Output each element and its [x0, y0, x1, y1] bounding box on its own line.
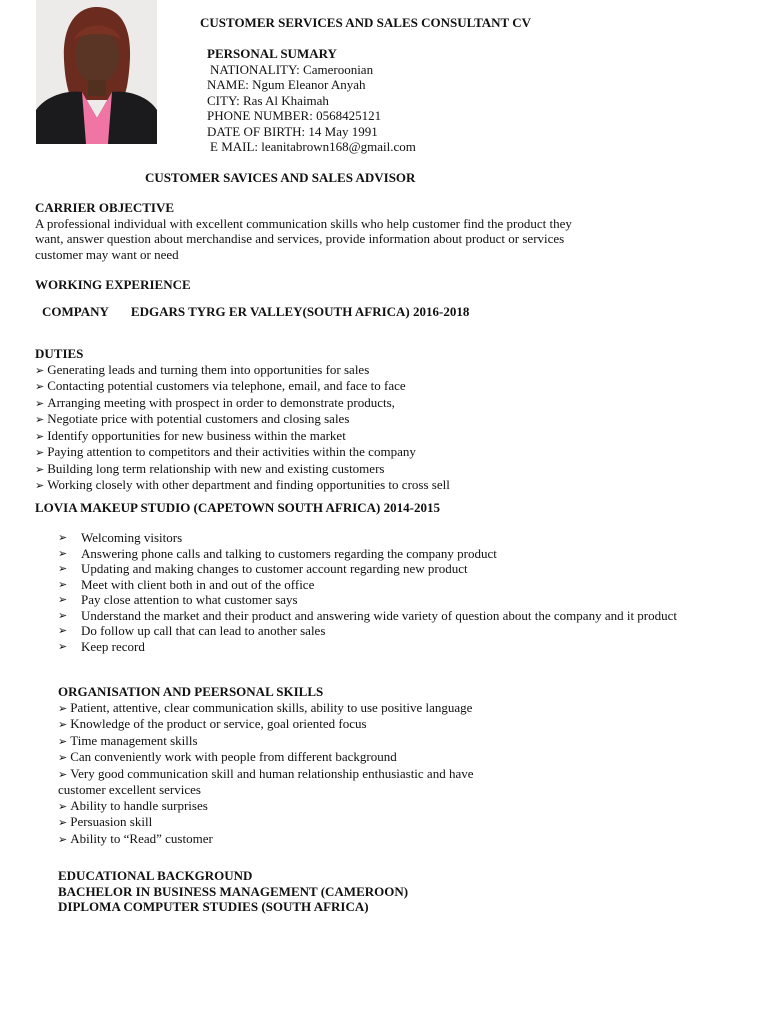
- list-item: ➢ Do follow up call that can lead to another sales: [58, 623, 326, 638]
- skills-section: [58, 684, 538, 847]
- arrow-bullet-icon: ➢: [58, 701, 68, 715]
- arrow-bullet-icon: ➢: [58, 832, 68, 846]
- list-item: ➢ Arranging meeting with prospect in order to demonstrate products,: [35, 394, 395, 410]
- arrow-bullet-icon: ➢: [58, 751, 68, 764]
- list-item: ➢ Pay close attention to what customer says: [58, 592, 298, 607]
- arrow-bullet-icon: ➢: [35, 413, 45, 426]
- education-heading: EDUCATIONAL BACKGROUND: [58, 868, 253, 883]
- education-section: [58, 868, 408, 915]
- list-item: ➢ Identify opportunities for new business within the market: [35, 427, 346, 443]
- date-of-birth: DATE OF BIRTH: 14 May 1991: [207, 123, 378, 139]
- arrow-bullet-icon: ➢: [58, 577, 68, 591]
- profile-photo: [36, 0, 157, 144]
- objective-text: A professional individual with excellent communication skills who help customer find the product they want, answer question about merchandise and services, provide information about product or services customer may want or need: [35, 215, 572, 262]
- company-line: [42, 304, 469, 320]
- arrow-bullet-icon: ➢: [35, 462, 45, 476]
- list-item: ➢ Very good communication skill and human relationship enthusiastic and have: [58, 765, 474, 781]
- arrow-bullet-icon: ➢: [58, 546, 68, 560]
- arrow-bullet-icon: ➢: [58, 624, 68, 637]
- list-item: ➢ Persuasion skill: [58, 814, 153, 829]
- arrow-bullet-icon: ➢: [35, 446, 45, 459]
- list-item: ➢ Meet with client both in and out of the office: [58, 576, 315, 592]
- objective-section: [35, 200, 595, 262]
- list-item: ➢ Keep record: [58, 638, 145, 654]
- arrow-bullet-icon: ➢: [58, 799, 68, 813]
- arrow-bullet-icon: ➢: [35, 479, 45, 492]
- arrow-bullet-icon: ➢: [58, 816, 68, 829]
- education-degree: BACHELOR IN BUSINESS MANAGEMENT (CAMEROON): [58, 883, 409, 899]
- arrow-bullet-icon: ➢: [58, 718, 68, 731]
- arrow-bullet-icon: ➢: [58, 593, 68, 606]
- list-item: ➢ Answering phone calls and talking to customers regarding the company product: [58, 545, 497, 561]
- list-item: ➢ Ability to “Read” customer: [58, 830, 213, 846]
- arrow-bullet-icon: ➢: [35, 380, 45, 393]
- company-name: EDGARS TYRG ER VALLEY(SOUTH AFRICA) 2016-2018: [130, 304, 470, 319]
- city: CITY: Ras Al Khaimah: [207, 92, 329, 108]
- list-item: ➢ Generating leads and turning them into opportunities for sales: [35, 361, 370, 377]
- cv-title: CUSTOMER SERVICES AND SALES CONSULTANT CV: [200, 15, 532, 30]
- nationality: NATIONALITY: Cameroonian: [210, 61, 374, 77]
- arrow-bullet-icon: ➢: [35, 396, 45, 410]
- list-item: ➢ Welcoming visitors: [58, 530, 183, 545]
- phone-number: PHONE NUMBER: 0568425121: [207, 108, 382, 123]
- arrow-bullet-icon: ➢: [58, 767, 68, 781]
- list-item: ➢ Contacting potential customers via telephone, email, and face to face: [35, 378, 406, 393]
- arrow-bullet-icon: ➢: [35, 363, 45, 377]
- list-item: ➢ Negotiate price with potential customers and closing sales: [35, 411, 350, 426]
- lovia-duties-list: [58, 530, 698, 654]
- personal-heading: PERSONAL SUMARY: [207, 46, 337, 61]
- arrow-bullet-icon: ➢: [58, 531, 68, 544]
- list-item: ➢ Building long term relationship with new and existing customers: [35, 460, 385, 476]
- personal-summary: [207, 46, 416, 155]
- arrow-bullet-icon: ➢: [58, 608, 68, 622]
- arrow-bullet-icon: ➢: [58, 639, 68, 653]
- list-item: ➢ Paying attention to competitors and their activities within the company: [35, 444, 416, 459]
- lovia-heading: LOVIA MAKEUP STUDIO (CAPETOWN SOUTH AFRICA) 2014-2015: [35, 500, 440, 515]
- advisor-heading: CUSTOMER SAVICES AND SALES ADVISOR: [145, 170, 416, 185]
- objective-heading: CARRIER OBJECTIVE: [35, 200, 175, 215]
- company-label: COMPANY: [42, 304, 109, 319]
- list-item-continuation: customer excellent services: [58, 782, 201, 797]
- arrow-bullet-icon: ➢: [35, 429, 45, 443]
- name: NAME: Ngum Eleanor Anyah: [207, 77, 366, 92]
- working-experience-heading: WORKING EXPERIENCE: [35, 277, 191, 292]
- email: E MAIL: leanitabrown168@gmail.com: [210, 139, 416, 154]
- list-item: ➢ Knowledge of the product or service, goal oriented focus: [58, 716, 367, 731]
- list-item: ➢ Can conveniently work with people from different background: [58, 749, 397, 764]
- list-item: ➢ Time management skills: [58, 732, 198, 748]
- list-item: ➢ Updating and making changes to customer account regarding new product: [58, 561, 468, 576]
- education-diploma: DIPLOMA COMPUTER STUDIES (SOUTH AFRICA): [58, 899, 369, 914]
- arrow-bullet-icon: ➢: [58, 734, 68, 748]
- duties-heading: DUTIES: [35, 346, 84, 361]
- list-item: ➢ Understand the market and their product and answering wide variety of question about the company and it product: [58, 607, 678, 623]
- arrow-bullet-icon: ➢: [58, 562, 68, 575]
- skills-heading: ORGANISATION AND PEERSONAL SKILLS: [58, 684, 324, 699]
- duties-section: [35, 346, 450, 494]
- list-item: ➢ Ability to handle surprises: [58, 797, 208, 813]
- list-item: ➢ Patient, attentive, clear communication skills, ability to use positive language: [58, 699, 473, 715]
- list-item: ➢ Working closely with other department and finding opportunities to cross sell: [35, 477, 450, 492]
